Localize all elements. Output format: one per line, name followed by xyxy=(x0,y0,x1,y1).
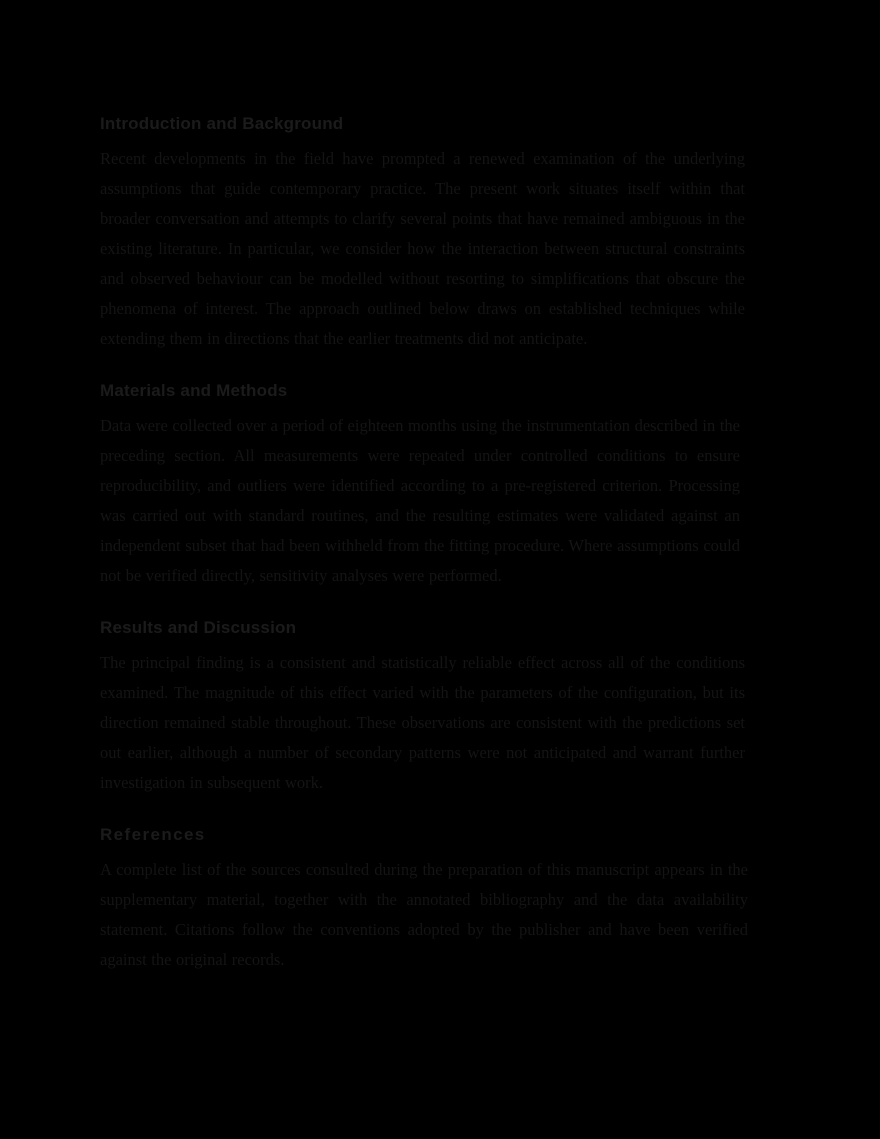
section-heading-methods: Materials and Methods xyxy=(100,381,288,400)
section-heading-results: Results and Discussion xyxy=(100,618,297,637)
section-heading-references: References xyxy=(100,825,206,844)
section-paragraph-results: The principal finding is a consistent and statistically reliable effect across all of the conditions examined. The magnitude of this effect varied with the parameters of the configuration, but its direction remained stable throughout. These observations are consistent with the predictions set out earlier, although a number of secondary patterns were not anticipated and warrant further investigation in subsequent work. xyxy=(100,653,745,792)
document-body xyxy=(100,113,748,975)
section-paragraph-introduction: Recent developments in the field have prompted a renewed examination of the underlying assumptions that guide contemporary practice. The present work situates itself within that broader conversation and attempts to clarify several points that have remained ambiguous in the existing literature. In particular, we consider how the interaction between structural constraints and observed behaviour can be modelled without resorting to simplifications that obscure the phenomena of interest. The approach outlined below draws on established techniques while extending them in directions that the earlier treatments did not anticipate. xyxy=(100,149,745,348)
section-references xyxy=(100,824,748,975)
section-heading-introduction: Introduction and Background xyxy=(100,114,344,133)
section-methods xyxy=(100,380,745,591)
section-results xyxy=(100,617,745,798)
section-introduction xyxy=(100,113,745,354)
section-paragraph-methods: Data were collected over a period of eighteen months using the instrumentation described in the preceding section. All measurements were repeated under controlled conditions to ensure reproducibility, and outliers were identified according to a pre-registered criterion. Processing was carried out with standard routines, and the resulting estimates were validated against an independent subset that had been withheld from the fitting procedure. Where assumptions could not be verified directly, sensitivity analyses were performed. xyxy=(100,416,740,585)
section-paragraph-references: A complete list of the sources consulted during the preparation of this manuscript appears in the supplementary material, together with the annotated bibliography and the data availability statement. Citations follow the conventions adopted by the publisher and have been verified against the original records. xyxy=(100,860,748,969)
